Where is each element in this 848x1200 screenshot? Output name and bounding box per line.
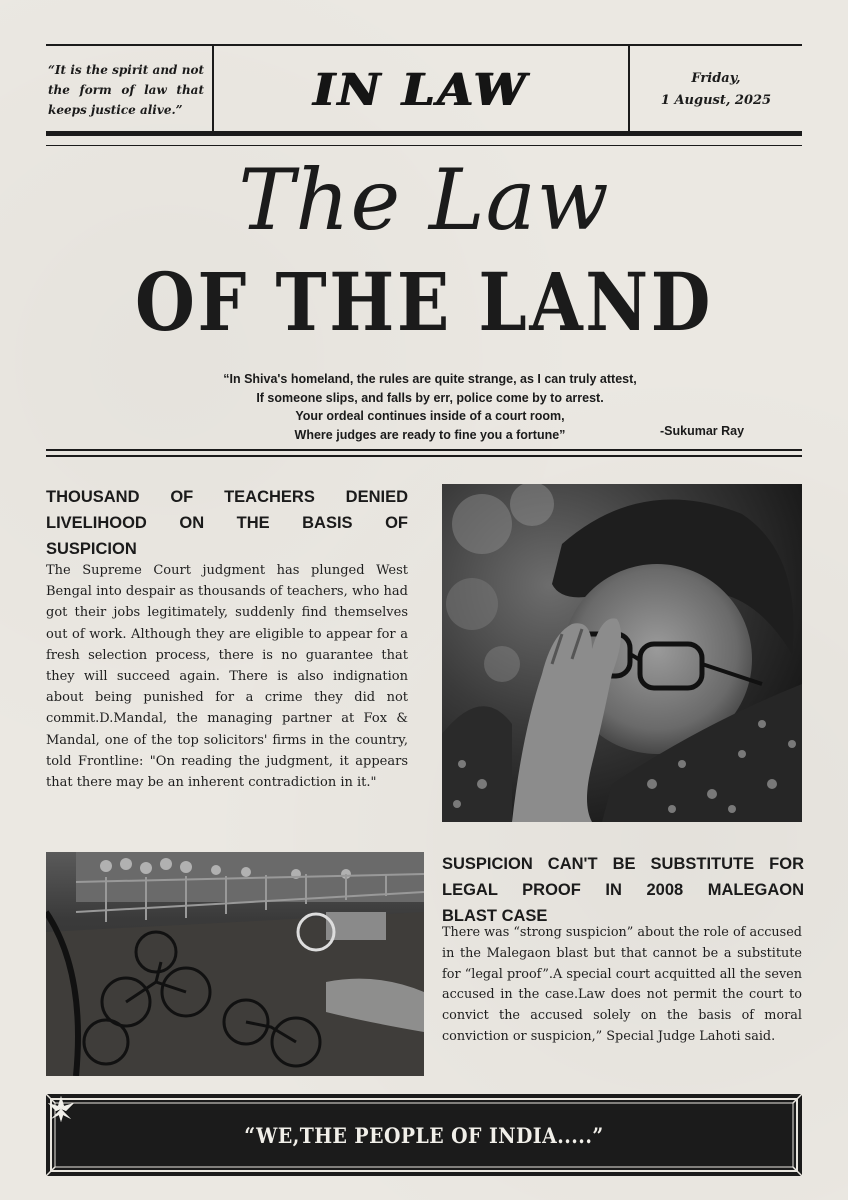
- date-full: 1 August, 2025: [660, 93, 772, 108]
- poem-author: -Sukumar Ray: [660, 424, 745, 438]
- motto-line: keeps justice alive.”: [48, 103, 183, 117]
- article-1-title-line: THOUSAND OF TEACHERS DENIED: [46, 488, 408, 506]
- divider-rule: [46, 455, 802, 457]
- date-day: Friday,: [691, 71, 741, 86]
- banner-slogan: “WE,THE PEOPLE OF INDIA.....”: [244, 1122, 604, 1148]
- poem-line: If someone slips, and falls by err, police come by to arrest.: [256, 390, 604, 405]
- motto-line: the form of law that: [48, 83, 204, 97]
- divider-rule: [46, 145, 802, 146]
- article-2-body: There was “strong suspicion” about the role of accused in the Malegaon blast but that cannot be a substitute for “legal proof”.A special court acquitted all the seven accused in the case.Law does not permit the court to convict the accused solely on the basis of moral conviction or suspicion,” Special Judge Lahoti said.: [442, 925, 802, 1044]
- article-1-photo: [442, 484, 802, 822]
- poem-line: “In Shiva's homeland, the rules are quite strange, as I can truly attest,: [223, 372, 637, 386]
- newspaper-name: IN LAW: [313, 63, 529, 116]
- divider-rule: [46, 449, 802, 451]
- headline-block: OF THE LAND: [134, 255, 714, 349]
- distressed-teacher-photo: [442, 484, 802, 822]
- article-2-title-line: LEGAL PROOF IN 2008 MALEGAON: [442, 881, 804, 899]
- article-2-title: [442, 851, 804, 929]
- poem-quote: [130, 370, 730, 444]
- headline-script: The Law: [238, 151, 610, 249]
- masthead-date: [628, 46, 802, 133]
- article-1-title-line: LIVELIHOOD ON THE BASIS OF: [46, 514, 408, 532]
- masthead: [46, 44, 802, 136]
- article-2-title-line: BLAST CASE: [442, 907, 548, 925]
- asterisk-ornament-icon: [46, 1094, 76, 1124]
- article-1-title: [46, 484, 408, 562]
- article-1-body: The Supreme Court judgment has plunged West Bengal into despair as thousands of teachers, who had got their jobs legitimately, suddenly find themselves out of work. Although they are eligible to appear for a fresh selection process, there is no guarantee that they will succeed again. There is also indignation about being punished for a crime they did not commit.D.Mandal, the managing partner at Fox & Mandal, one of the top solicitors' firms in the country, told Frontline: "On reading the judgment, it appears that there may be an inherent contradiction in it.": [46, 563, 408, 791]
- footer-banner: [46, 1094, 802, 1176]
- poem-line: Where judges are ready to fine you a fortune”: [294, 427, 566, 442]
- poem-line: Your ordeal continues inside of a court room,: [295, 409, 565, 423]
- masthead-motto: [46, 46, 214, 133]
- article-2-photo: [46, 852, 424, 1076]
- blast-site-photo: [46, 852, 424, 1076]
- article-2-title-line: SUSPICION CAN'T BE SUBSTITUTE FOR: [442, 855, 804, 873]
- article-1-title-line: SUSPICION: [46, 540, 137, 558]
- masthead-title-cell: [214, 46, 628, 133]
- motto-line: “It is the spirit and not: [48, 63, 204, 77]
